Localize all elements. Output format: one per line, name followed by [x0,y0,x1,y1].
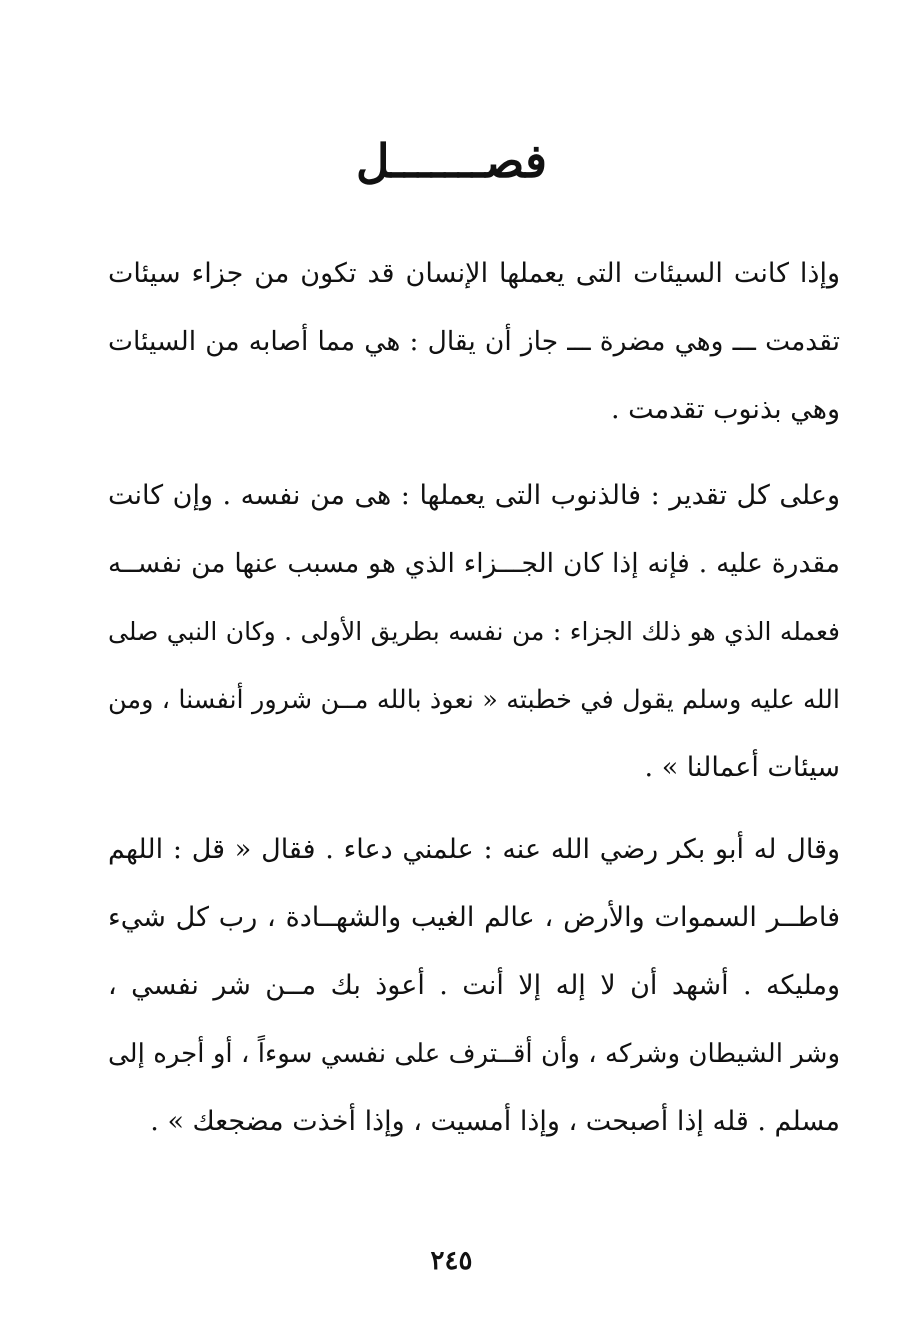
paragraph-line: مقدرة عليه . فإنه إذا كان الجـــزاء الذي هو مسبب عنها من نفســه [108,548,840,579]
paragraph-line: تقدمت ـــ وهي مضرة ـــ جاز أن يقال : هي مما أصابه من السيئات [108,326,840,357]
paragraph-line: ومليكه . أشهد أن لا إله إلا أنت . أعوذ بك مــن شر نفسي ، [108,970,840,1001]
paragraph-line: وقال له أبو بكر رضي الله عنه : علمني دعاء . فقال « قل : اللهم [108,834,840,865]
paragraph-2 [108,462,840,802]
paragraph-3 [108,816,840,1156]
page-number: ٢٤٥ [430,1246,473,1276]
paragraph-line: فاطــر السموات والأرض ، عالم الغيب والشهــادة ، رب كل شيء [108,902,840,933]
paragraph-line: سيئات أعمالنا » . [644,752,840,783]
paragraph-line: فعمله الذي هو ذلك الجزاء : من نفسه بطريق الأولى . وكان النبي صلى [108,617,840,646]
paragraph-line: مسلم . قله إذا أصبحت ، وإذا أمسيت ، وإذا أخذت مضجعك » . [150,1106,840,1137]
section-heading: فصـــــــل [355,134,548,188]
paragraph-line: وعلى كل تقدير : فالذنوب التى يعملها : هى من نفسه . وإن كانت [108,480,840,511]
paragraph-line: وشر الشيطان وشركه ، وأن أقــترف على نفسي سوءاً ، أو أجره إلى [108,1039,840,1069]
paragraph-line: وإذا كانت السيئات التى يعملها الإنسان قد تكون من جزاء سيئات [108,258,840,289]
paragraph-1 [108,240,840,444]
paragraph-line: الله عليه وسلم يقول في خطبته « نعوذ بالله مــن شرور أنفسنا ، ومن [108,685,840,715]
paragraph-line: وهي بذنوب تقدمت . [611,394,840,425]
